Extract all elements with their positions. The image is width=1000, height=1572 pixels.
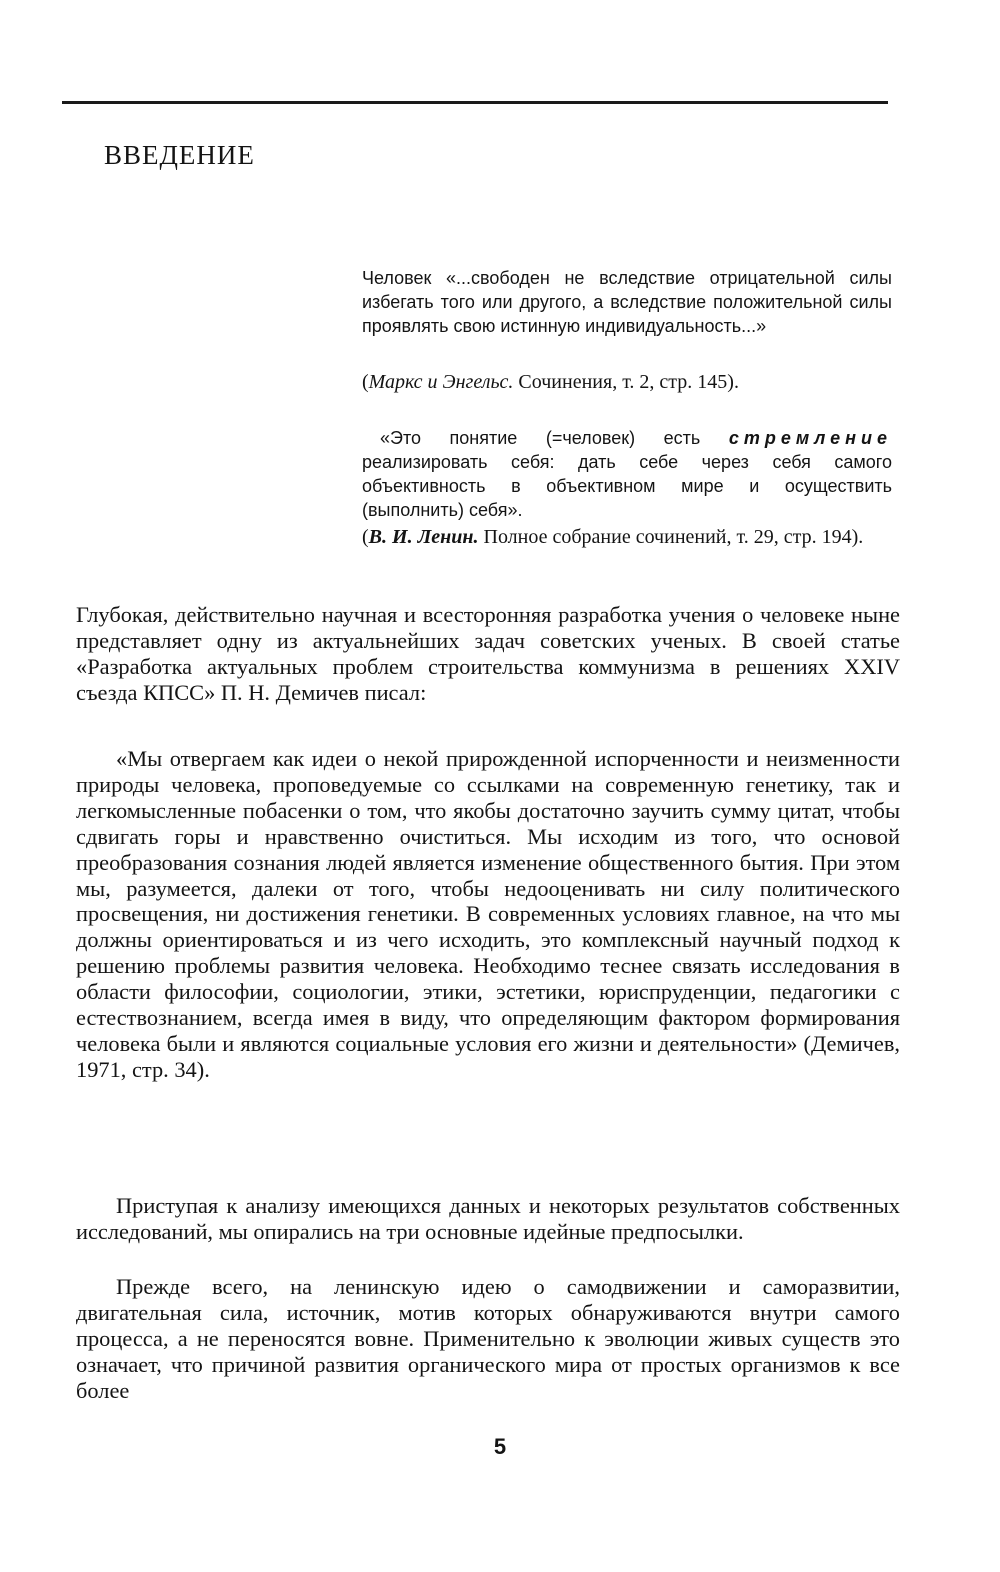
- epigraph-quote-2: [362, 426, 892, 522]
- source-author-2: В. И. Ленин.: [368, 526, 479, 548]
- quote-2-emphasis: стремление: [728, 428, 892, 448]
- epigraph-source-1: [362, 370, 892, 394]
- quote-2-end: реализировать себя: дать себе через себя самого объективность в объективном мире и осуществить (выполнить) себя».: [362, 452, 892, 520]
- page-title: ВВЕДЕНИЕ: [104, 140, 255, 170]
- epigraph-quote-1: Человек «...свободен не вследствие отрицательной силы избегать того или другого, а вследствие положительной силы проявлять свою истинную индивидуальность...»: [362, 268, 892, 336]
- paragraph-2-quote: «Мы отвергаем как идеи о некой прирожденной испорченности и неизменности природы человека, проповедуемые со ссылками на современную генетику, так и легкомысленные побасенки о том, что якобы достаточно заучить сумму цитат, чтобы сдвигать горы и нравственно очиститься. Мы исходим из того, что основой преобразования сознания людей является изменение общественного бытия. При этом мы, разумеется, далеки от того, чтобы недооценивать ни силу политического просвещения, ни достижения генетики. В современных условиях главное, на что мы должны ориентироваться и из чего исходить, это комплексный научный подход к решению проблемы развития человека. Необходимо теснее связать исследования в области философии, социологии, этики, эстетики, юриспруденции, педагогики с естествознанием, всегда имея в виду, что определяющим фактором формирования человека были и являются социальные условия его жизни и деятельности» (Демичев, 1971, стр. 34).: [76, 746, 900, 1082]
- source-open-1: (: [362, 371, 369, 393]
- paragraph-1: Глубокая, действительно научная и всесторонняя разработка учения о человеке ныне представляет одну из актуальнейших задач советских ученых. В своей статье «Разработка актуальных проблем строительства коммунизма в решениях XXIV съезда КПСС» П. Н. Демичев писал:: [76, 602, 900, 705]
- top-rule: [62, 101, 888, 104]
- source-rest-2: Полное собрание сочинений, т. 29, стр. 194).: [478, 526, 864, 548]
- page-number: 5: [493, 1434, 507, 1459]
- paragraph-4: Прежде всего, на ленинскую идею о самодвижении и саморазвитии, двигательная сила, источник, мотив которых обнаруживаются внутри самого процесса, а не переносятся вовне. Применительно к эволюции живых существ это означает, что причиной развития органического мира от простых организмов к все более: [76, 1274, 900, 1403]
- epigraph-source-2: [362, 525, 892, 550]
- source-author-1: Маркс и Энгельс.: [368, 371, 514, 393]
- paragraph-3: Приступая к анализу имеющихся данных и некоторых результатов собственных исследований, мы опирались на три основные идейные предпосылки.: [76, 1193, 900, 1244]
- quote-2-start: «Это понятие (=человек) есть: [380, 428, 729, 448]
- source-open-2: (: [362, 526, 369, 548]
- source-rest-1: Сочинения, т. 2, стр. 145).: [513, 371, 739, 393]
